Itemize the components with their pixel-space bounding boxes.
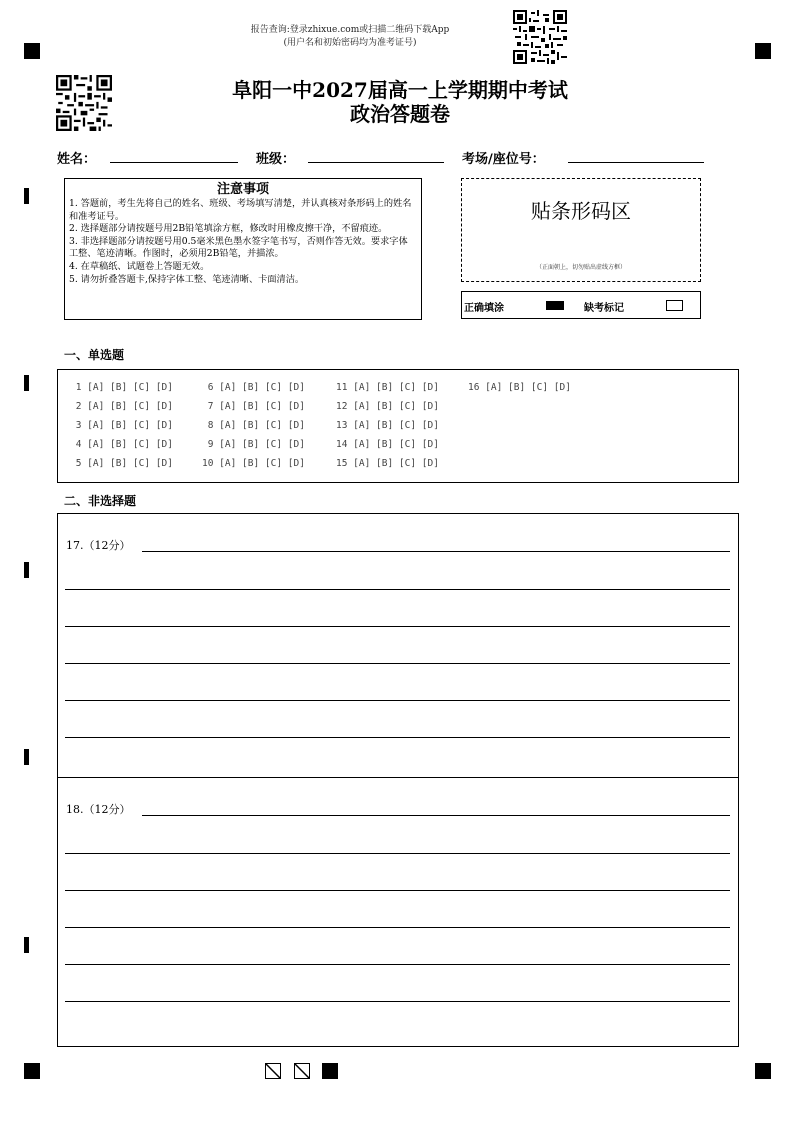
exam-title [150,78,650,126]
mc-question[interactable]: 3 [A] [B] [C] [D] [70,420,173,431]
q18-label: 18.（12分） [66,803,131,816]
answer-line[interactable] [65,1001,730,1002]
mc-question[interactable]: 9 [A] [B] [C] [D] [202,439,305,450]
mc-question[interactable]: 4 [A] [B] [C] [D] [70,439,173,450]
mc-answer-box [57,369,739,483]
notice-item: 5. 请勿折叠答题卡,保持字体工整、笔迹清晰、卡面清洁。 [69,273,305,285]
qr-code-icon [56,75,112,131]
marker-box-crossed-icon [294,1063,310,1079]
corner-mark-bottom-left [24,1063,40,1079]
section2-title: 二、非选择题 [64,494,137,508]
answer-line[interactable] [65,890,730,891]
mc-question[interactable]: 12 [A] [B] [C] [D] [336,401,439,412]
marker-box-filled-icon [322,1063,338,1079]
answer-line[interactable] [65,626,730,627]
name-label: 姓名： [57,152,97,167]
header-note-line2: (用户名和初始密码均为准考证号) [283,38,417,48]
answer-box-q17[interactable] [57,513,739,778]
notice-heading: 注意事项 [216,182,269,197]
timing-mark [24,375,29,391]
fill-legend [461,291,701,319]
barcode-area-hint: （正面朝上，切勿贴出虚线方框） [535,264,626,271]
notice-item: 3. 非选择题部分请按题号用0.5毫米黑色墨水签字笔书写，否则作答无效。要求字体工整、笔迹清晰。作图时，必须用2B铅笔，并描浓。 [69,235,408,260]
answer-line[interactable] [65,589,730,590]
notice-item: 1. 答题前，考生先将自己的姓名、班级、考场填写清楚，并认真核对条形码上的姓名和准考证号。 [69,198,412,222]
marker-box-crossed-icon [265,1063,281,1079]
mc-question[interactable]: 14 [A] [B] [C] [D] [336,439,439,450]
timing-mark [24,749,29,765]
mc-question[interactable]: 2 [A] [B] [C] [D] [70,401,173,412]
mc-question[interactable]: 16 [A] [B] [C] [D] [468,382,571,393]
absent-mark-label: 缺考标记 [584,303,624,314]
notice-item: 2. 选择题部分请按题号用2B铅笔填涂方框，修改时用橡皮擦干净，不留痕迹。 [69,223,388,235]
notice-box [64,178,422,320]
class-label: 班级： [256,152,296,167]
class-field[interactable] [308,162,444,163]
room-seat-field[interactable] [568,162,704,163]
exam-title-line2: 政治答题卷 [350,102,450,126]
mc-question[interactable]: 5 [A] [B] [C] [D] [70,458,173,469]
section1-title: 一、单选题 [64,348,125,362]
exam-title-line1: 阜阳一中2027届高一上学期期中考试 [232,78,568,102]
header-note-line1: 报告查询:登录zhixue.com或扫描二维码下载App [250,25,450,35]
header-note [200,24,500,50]
qr-code-icon [513,10,567,64]
answer-line[interactable] [65,700,730,701]
corner-mark-top-right [755,43,771,59]
mc-question[interactable]: 11 [A] [B] [C] [D] [336,382,439,393]
notice-item: 4. 在草稿纸、试题卷上答题无效。 [69,260,210,272]
mc-question[interactable]: 8 [A] [B] [C] [D] [202,420,305,431]
mc-question[interactable]: 13 [A] [B] [C] [D] [336,420,439,431]
answer-line[interactable] [65,737,730,738]
timing-mark [24,937,29,953]
timing-mark [24,188,29,204]
mc-question[interactable]: 10 [A] [B] [C] [D] [202,458,305,469]
answer-line[interactable] [65,853,730,854]
mc-question[interactable]: 1 [A] [B] [C] [D] [70,382,173,393]
answer-line[interactable] [65,964,730,965]
q17-label: 17.（12分） [66,539,131,552]
room-seat-label: 考场/座位号： [462,152,545,167]
correct-fill-label: 正确填涂 [464,303,504,314]
timing-mark [24,562,29,578]
answer-line[interactable] [65,927,730,928]
answer-box-q18[interactable] [57,777,739,1047]
mc-question[interactable]: 15 [A] [B] [C] [D] [336,458,439,469]
mc-question[interactable]: 6 [A] [B] [C] [D] [202,382,305,393]
answer-line[interactable] [65,663,730,664]
absent-mark-checkbox[interactable] [666,300,683,311]
name-field[interactable] [110,162,238,163]
mc-question[interactable]: 7 [A] [B] [C] [D] [202,401,305,412]
answer-line[interactable] [142,815,730,816]
barcode-area-label: 贴条形码区 [531,199,631,223]
corner-mark-top-left [24,43,40,59]
corner-mark-bottom-right [755,1063,771,1079]
correct-fill-sample [546,301,564,310]
barcode-area [461,178,701,282]
answer-line[interactable] [142,551,730,552]
